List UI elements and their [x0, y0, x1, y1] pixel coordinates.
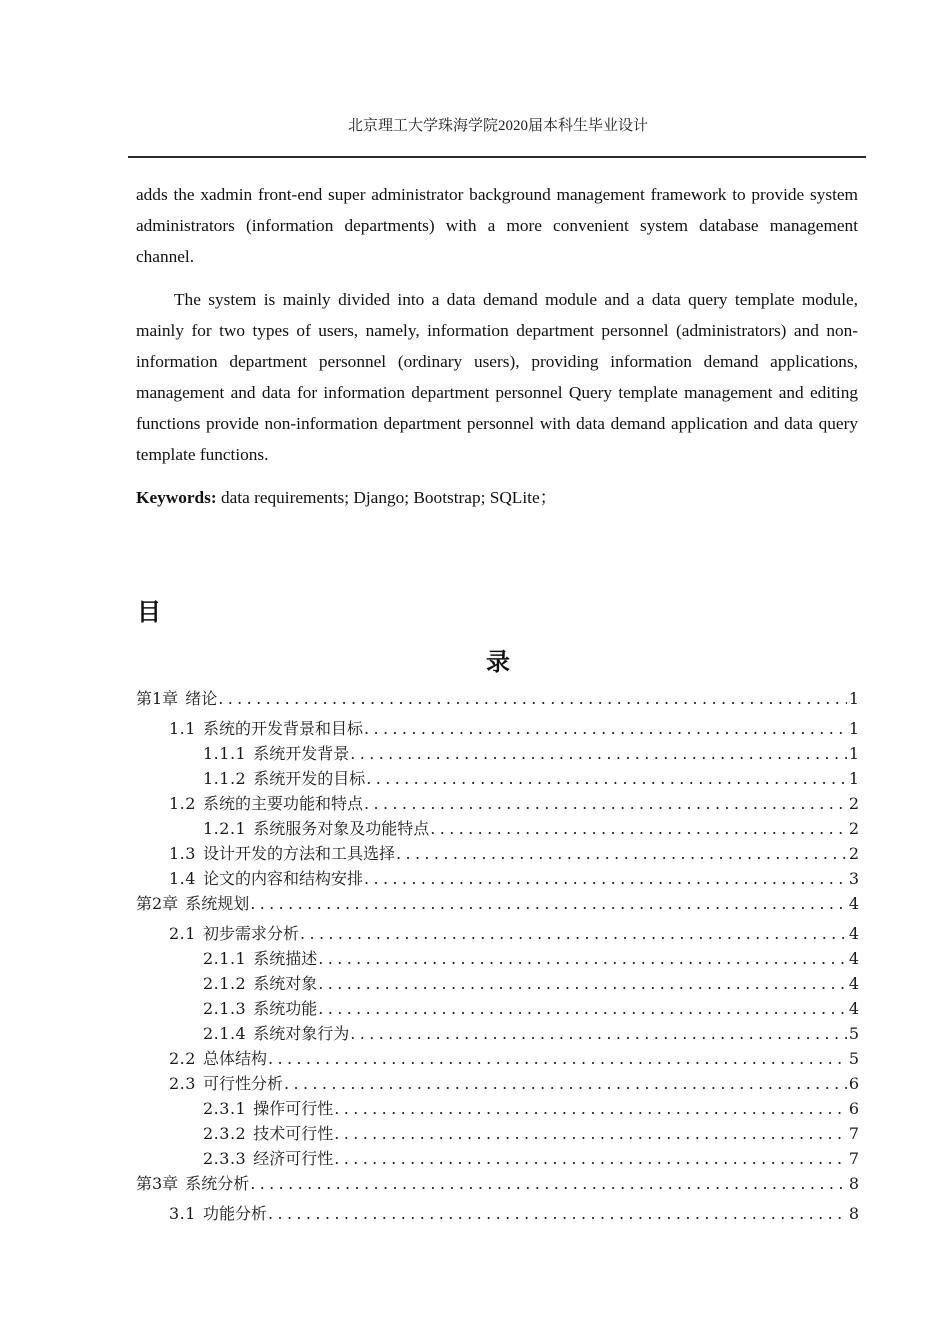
toc-entry[interactable] — [136, 1098, 859, 1120]
toc-entry-number: 1.4 — [169, 869, 196, 888]
toc-entry-label: 系统描述 — [253, 949, 318, 968]
toc-entry[interactable] — [136, 948, 859, 970]
toc-entry-label: 系统分析 — [185, 1174, 250, 1193]
dot-leader — [364, 718, 847, 740]
toc-entry-number: 1.1 — [169, 719, 196, 738]
toc-entry-number: 2.1.1 — [203, 949, 247, 968]
toc-entry-number: 1.2.1 — [203, 819, 247, 838]
toc-entry[interactable] — [136, 843, 859, 865]
toc-entry-page-number: 4 — [848, 894, 859, 913]
toc-entry-label: 操作可行性 — [253, 1099, 334, 1118]
toc-entry-page-number: 5 — [848, 1049, 859, 1068]
toc-entry[interactable] — [136, 1048, 859, 1070]
toc-entry-page-number: 3 — [848, 869, 859, 888]
toc-entry-label: 系统开发背景 — [253, 744, 350, 763]
toc-entry-number: 1.1.1 — [203, 744, 247, 763]
toc-entry[interactable] — [136, 688, 859, 710]
toc-entry-label: 总体结构 — [202, 1049, 267, 1068]
toc-entry-label: 系统对象行为 — [253, 1024, 350, 1043]
toc-entry[interactable] — [136, 1173, 859, 1195]
toc-entry-page-number: 2 — [848, 794, 859, 813]
toc-entry-page-number: 8 — [848, 1204, 859, 1223]
toc-entry-label: 绪论 — [185, 689, 218, 708]
toc-entry-page-number: 1 — [848, 689, 859, 708]
toc-entry-page-number: 4 — [848, 949, 859, 968]
toc-entry-label: 系统的主要功能和特点 — [202, 794, 363, 813]
toc-entry-label: 系统对象 — [253, 974, 318, 993]
toc-entry-page-number: 6 — [848, 1099, 859, 1118]
toc-entry-number: 1.3 — [169, 844, 196, 863]
toc-entry-page-number: 1 — [848, 744, 859, 763]
abstract-paragraph-1: adds the xadmin front-end super administrator background management framework to provide system administrators (information departments) with a more convenient system database management channel. — [136, 185, 858, 266]
toc-title-part-1: 目 — [137, 598, 161, 626]
toc-entry[interactable] — [136, 868, 859, 890]
toc-entry-number: 2.3 — [169, 1074, 196, 1093]
toc-entry[interactable] — [136, 718, 859, 740]
toc-entry-label: 可行性分析 — [202, 1074, 283, 1093]
toc-entry-number: 2.3.3 — [203, 1149, 247, 1168]
toc-entry-label: 设计开发的方法和工具选择 — [202, 844, 395, 863]
running-header: 北京理工大学珠海学院2020届本科生毕业设计 — [347, 118, 648, 134]
keywords-label: Keywords: — [136, 488, 217, 507]
toc-entry[interactable] — [136, 1023, 859, 1045]
dot-leader — [250, 1173, 847, 1195]
toc-entry-label: 功能分析 — [202, 1204, 267, 1223]
dot-leader — [318, 948, 847, 970]
dot-leader — [268, 1203, 847, 1225]
toc-entry-number: 1.2 — [169, 794, 196, 813]
toc-entry-number: 第3章 — [136, 1174, 179, 1193]
toc-entry-page-number: 6 — [848, 1074, 859, 1093]
toc-entry-label: 经济可行性 — [253, 1149, 334, 1168]
toc-entry[interactable] — [136, 1073, 859, 1095]
toc-entry-page-number: 4 — [848, 974, 859, 993]
toc-entry-number: 2.3.1 — [203, 1099, 247, 1118]
toc-entry[interactable] — [136, 793, 859, 815]
abstract-paragraph-2: The system is mainly divided into a data demand module and a data query template module, mainly for two types of users, namely, information department personnel (administrators) and non-information department personnel (ordinary users), providing information demand applications, management and data for information department personnel Query template management and editing functions provide non-information department personnel with data demand application and data query template functions. — [136, 290, 858, 464]
toc-entry[interactable] — [136, 1148, 859, 1170]
toc-entry-label: 论文的内容和结构安排 — [202, 869, 363, 888]
dot-leader — [364, 793, 847, 815]
toc-entry[interactable] — [136, 923, 859, 945]
dot-leader — [366, 768, 847, 790]
toc-entry-number: 3.1 — [169, 1204, 196, 1223]
dot-leader — [334, 1098, 847, 1120]
toc-entry-number: 2.1.2 — [203, 974, 247, 993]
keywords-value: data requirements; Django; Bootstrap; SQLite； — [216, 488, 557, 507]
toc-entry[interactable] — [136, 818, 859, 840]
toc-entry-label: 系统功能 — [253, 999, 318, 1018]
dot-leader — [218, 688, 847, 710]
toc-entry-page-number: 7 — [848, 1124, 859, 1143]
toc-entry-page-number: 1 — [848, 719, 859, 738]
toc-entry-number: 2.2 — [169, 1049, 196, 1068]
toc-entry[interactable] — [136, 768, 859, 790]
keywords-line — [136, 484, 858, 512]
toc-entry[interactable] — [136, 998, 859, 1020]
toc-entry-number: 2.1.3 — [203, 999, 247, 1018]
toc-entry-label: 技术可行性 — [253, 1124, 334, 1143]
toc-entry-number: 2.3.2 — [203, 1124, 247, 1143]
dot-leader — [268, 1048, 847, 1070]
toc-entry[interactable] — [136, 973, 859, 995]
dot-leader — [334, 1123, 847, 1145]
toc-entry-label: 系统服务对象及功能特点 — [253, 819, 430, 838]
dot-leader — [318, 998, 847, 1020]
dot-leader — [364, 868, 847, 890]
toc-entry-label: 初步需求分析 — [202, 924, 299, 943]
toc-entry-page-number: 8 — [848, 1174, 859, 1193]
toc-entry[interactable] — [136, 1203, 859, 1225]
toc-entry-number: 第2章 — [136, 894, 179, 913]
toc-entry-number: 第1章 — [136, 689, 179, 708]
toc-entry-number: 1.1.2 — [203, 769, 247, 788]
header-rule — [128, 156, 866, 158]
toc-entry-label: 系统开发的目标 — [253, 769, 366, 788]
dot-leader — [350, 743, 847, 765]
toc-entry-label: 系统的开发背景和目标 — [202, 719, 363, 738]
toc-entry-page-number: 7 — [848, 1149, 859, 1168]
toc-entry[interactable] — [136, 893, 859, 915]
toc-entry[interactable] — [136, 1123, 859, 1145]
toc-entry-number: 2.1.4 — [203, 1024, 247, 1043]
toc-entry-page-number: 5 — [848, 1024, 859, 1043]
dot-leader — [350, 1023, 847, 1045]
dot-leader — [430, 818, 847, 840]
toc-entry-label: 系统规划 — [185, 894, 250, 913]
toc-title-part-2: 录 — [486, 648, 510, 676]
toc-entry-page-number: 2 — [848, 844, 859, 863]
dot-leader — [284, 1073, 847, 1095]
toc-entry-page-number: 1 — [848, 769, 859, 788]
toc-entry[interactable] — [136, 743, 859, 765]
toc-entry-page-number: 4 — [848, 924, 859, 943]
dot-leader — [300, 923, 847, 945]
toc-entry-page-number: 4 — [848, 999, 859, 1018]
toc-entry-page-number: 2 — [848, 819, 859, 838]
dot-leader — [318, 973, 847, 995]
dot-leader — [334, 1148, 847, 1170]
dot-leader — [396, 843, 847, 865]
dot-leader — [250, 893, 847, 915]
toc-entry-number: 2.1 — [169, 924, 196, 943]
